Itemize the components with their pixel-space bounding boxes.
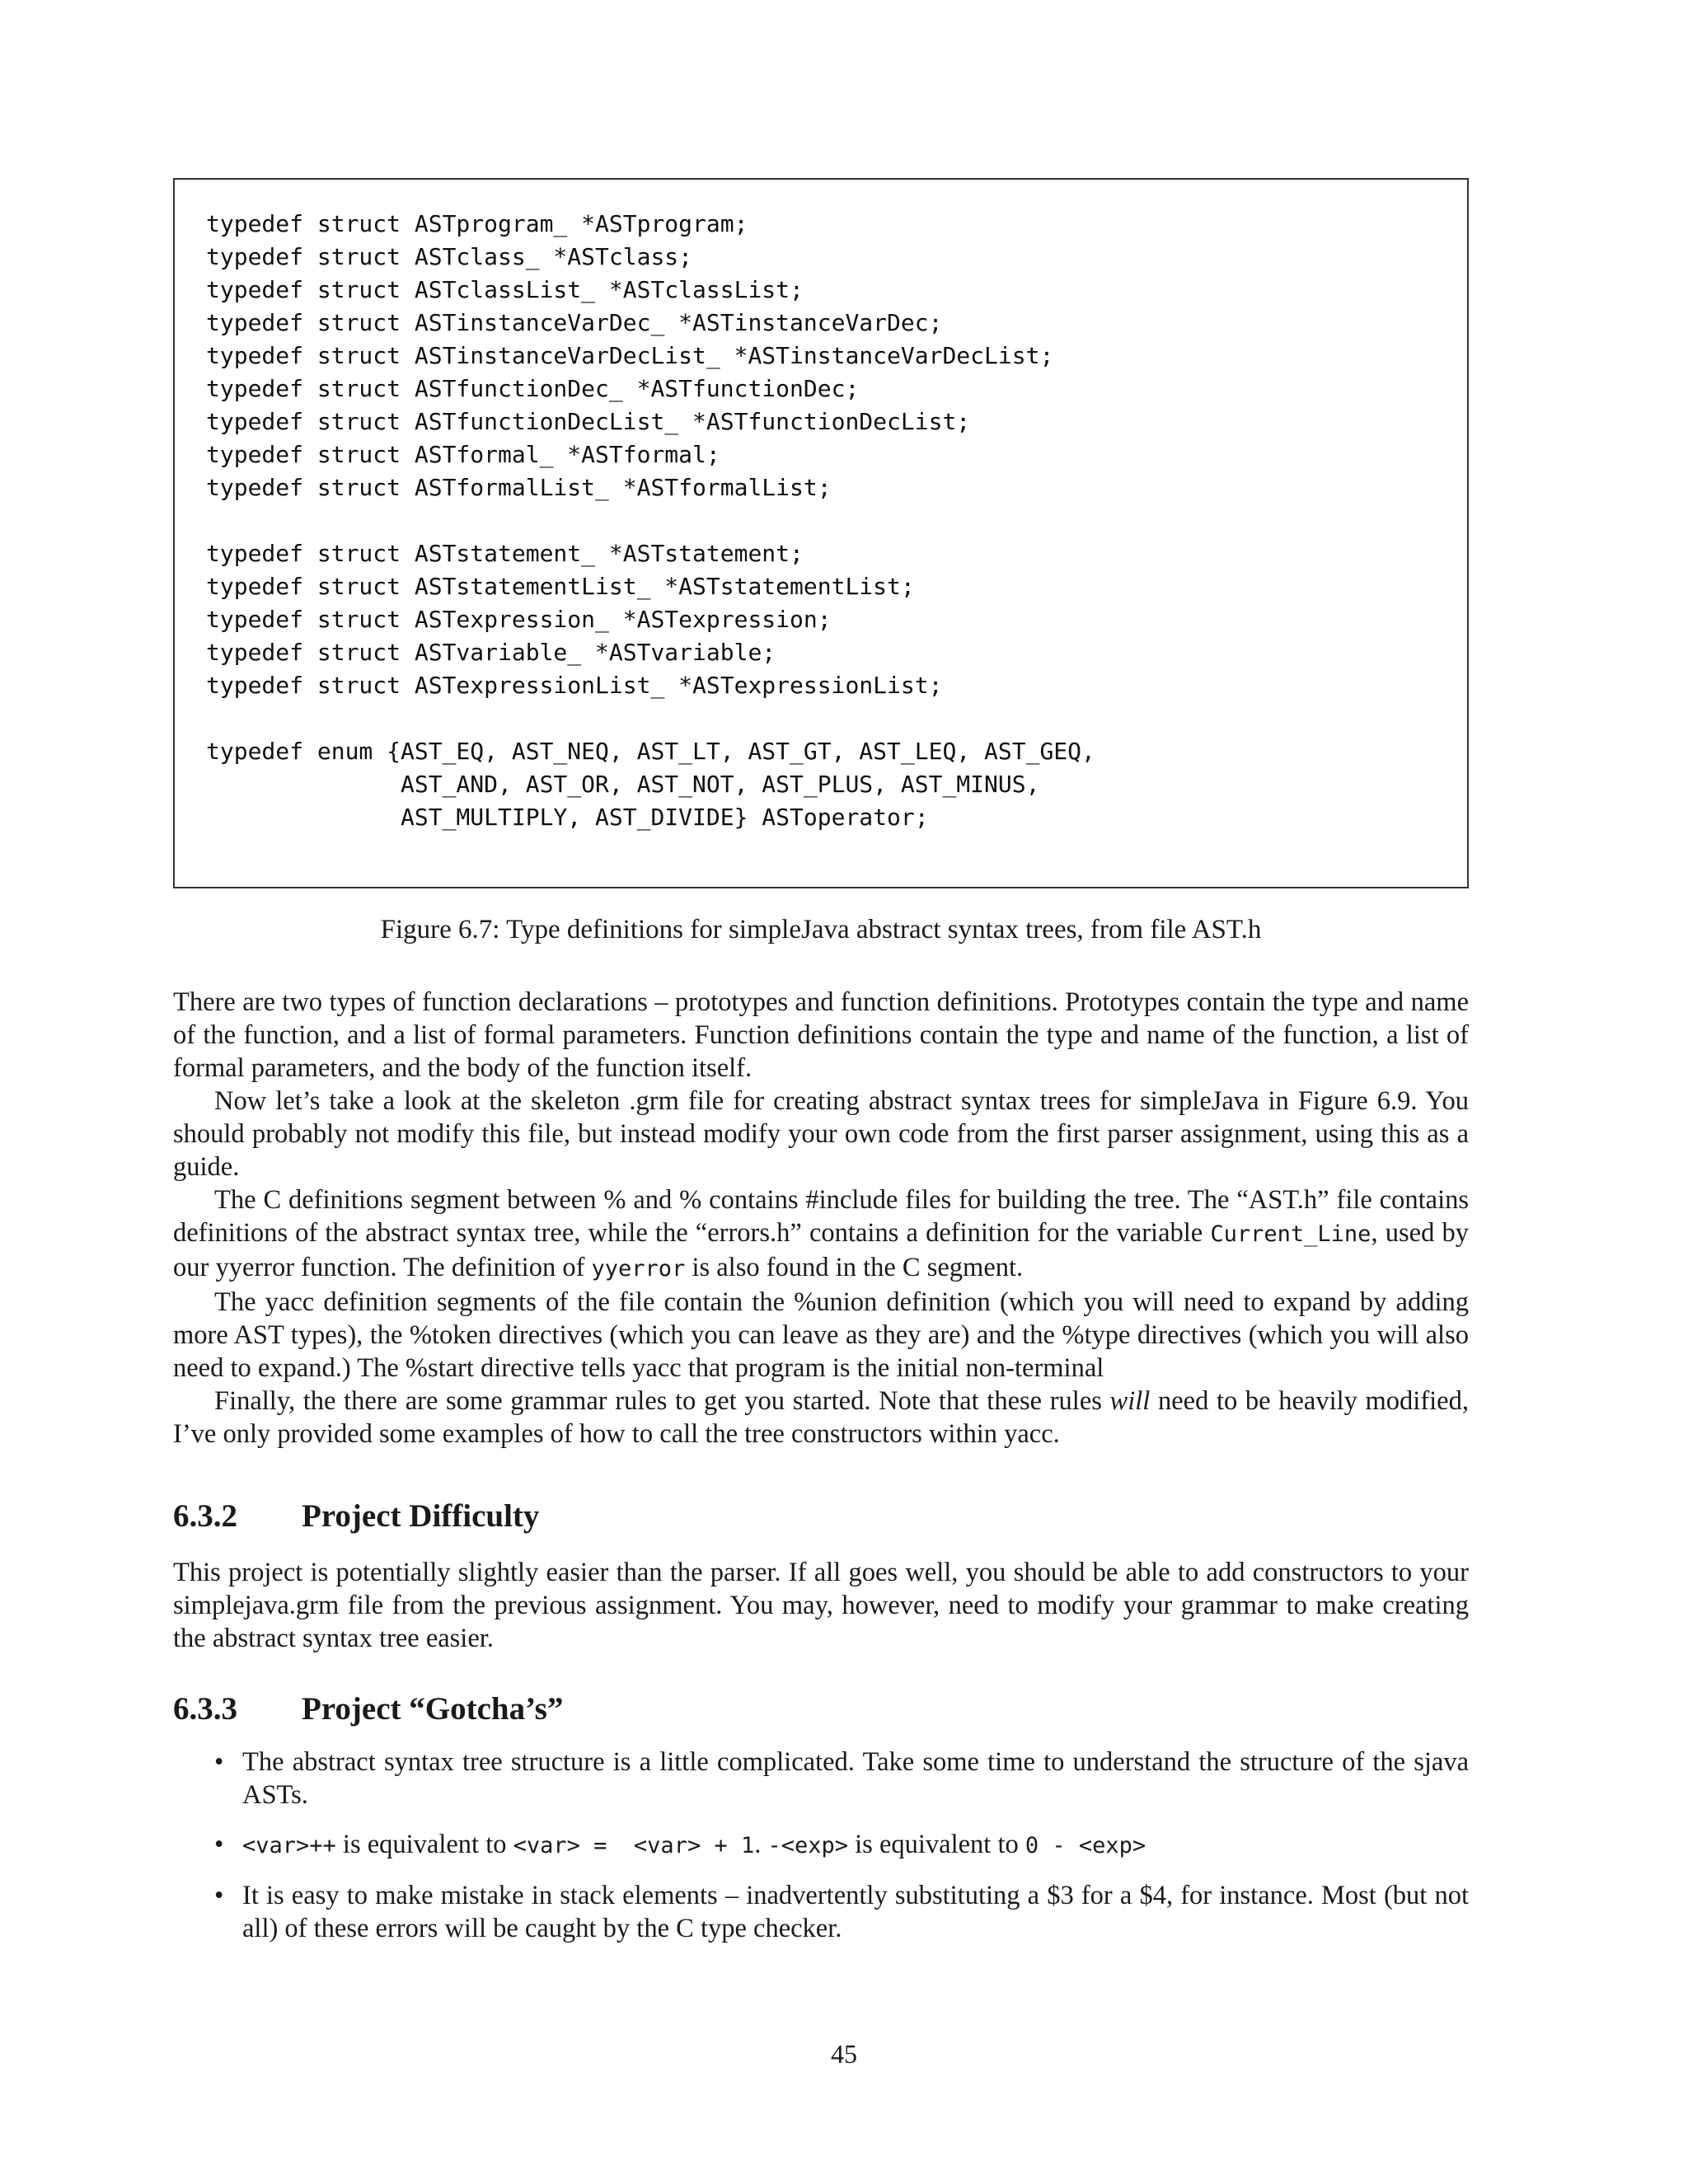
paragraph-yacc-definitions: The yacc definition segments of the file contain the %union definition (which you will need to expand by adding more AST types), the %token directives (which you can leave as they are) and the %type directives (which you will also need to expand.) The %start directive tells yacc that program is the initial non-terminal bbox=[173, 1287, 1469, 1383]
emphasis-will: will bbox=[1109, 1386, 1151, 1416]
code-line: typedef struct ASTexpressionList_ *ASTexpressionList; bbox=[206, 672, 943, 699]
section-number: 6.3.3 bbox=[173, 1691, 237, 1727]
code-line: typedef struct ASTstatement_ *ASTstatement; bbox=[206, 540, 804, 567]
body-paragraphs bbox=[173, 986, 1469, 1451]
section-heading-project-gotchas bbox=[173, 1690, 563, 1729]
inline-code-current-line: Current_Line bbox=[1210, 1221, 1372, 1247]
code-line: typedef struct ASTstatementList_ *ASTstatementList; bbox=[206, 573, 915, 600]
code-line: typedef struct ASTfunctionDec_ *ASTfunctionDec; bbox=[206, 375, 860, 402]
code-line: typedef struct ASTformalList_ *ASTformalList; bbox=[206, 474, 832, 501]
figure-caption: Figure 6.7: Type definitions for simpleJava abstract syntax trees, from file AST.h bbox=[380, 915, 1262, 944]
code-listing bbox=[206, 208, 1095, 834]
paragraph-skeleton-grm: Now let’s take a look at the skeleton .grm file for creating abstract syntax trees for simpleJava in Figure 6.9. You should probably not modify this file, but instead modify your own code from the first parser assignment, using this as a guide. bbox=[173, 1086, 1469, 1182]
code-line: typedef enum {AST_EQ, AST_NEQ, AST_LT, AST_GT, AST_LEQ, AST_GEQ, bbox=[206, 738, 1095, 765]
code-line: typedef struct ASTclass_ *ASTclass; bbox=[206, 243, 693, 270]
code-line: typedef struct ASTinstanceVarDec_ *ASTinstanceVarDec; bbox=[206, 309, 943, 336]
code-line: typedef struct ASTvariable_ *ASTvariable; bbox=[206, 639, 776, 666]
code-line: AST_AND, AST_OR, AST_NOT, AST_PLUS, AST_MINUS, bbox=[206, 771, 1040, 798]
section-heading-project-difficulty bbox=[173, 1497, 539, 1536]
paragraph-function-declarations: There are two types of function declarations – prototypes and function definitions. Prototypes contain the type and name of the function, and a list of formal parameters. Function definitions contain the type and name of the function, a list of formal parameters, and the body of the function itself. bbox=[173, 987, 1469, 1083]
paragraph-grammar-rules: Finally, the there are some grammar rules to get you started. Note that these rules will need to be heavily modified, I’ve only provided some examples of how to call the tree constructors within yacc. bbox=[173, 1386, 1469, 1449]
bullet-icon: • bbox=[214, 1881, 224, 1910]
section-number: 6.3.2 bbox=[173, 1498, 237, 1534]
code-line: AST_MULTIPLY, AST_DIVIDE} ASToperator; bbox=[206, 804, 929, 831]
list-item: • The abstract syntax tree structure is a little complicated. Take some time to understand the structure of the sjava ASTs. bbox=[214, 1747, 1469, 1810]
code-line: typedef struct ASTprogram_ *ASTprogram; bbox=[206, 210, 748, 237]
gotchas-list bbox=[173, 1746, 1469, 1945]
inline-code-yyerror: yyerror bbox=[591, 1256, 686, 1282]
code-line: typedef struct ASTformal_ *ASTformal; bbox=[206, 441, 720, 468]
bullet-icon: • bbox=[214, 1747, 224, 1777]
bullet-icon: • bbox=[214, 1830, 224, 1859]
code-line: typedef struct ASTclassList_ *ASTclassList; bbox=[206, 276, 804, 303]
code-figure-box bbox=[173, 178, 1469, 888]
paragraph-c-definitions: The C definitions segment between % and % contains #include files for building the tree. The “AST.h” file contains definitions of the abstract syntax tree, while the “errors.h” contains a definition for the variable Current_Line, used by our yyerror function. The definition of yyerror is also found in the C segment. bbox=[173, 1185, 1469, 1282]
code-line: typedef struct ASTinstanceVarDecList_ *ASTinstanceVarDecList; bbox=[206, 342, 1054, 369]
code-line: typedef struct ASTexpression_ *ASTexpression; bbox=[206, 606, 832, 633]
code-line: typedef struct ASTfunctionDecList_ *ASTfunctionDecList; bbox=[206, 408, 971, 435]
section-title: Project “Gotcha’s” bbox=[302, 1691, 564, 1727]
list-item: • <var>++ is equivalent to <var> = <var> + 1. -<exp> is equivalent to 0 - <exp> bbox=[214, 1830, 1146, 1859]
section-title: Project Difficulty bbox=[302, 1498, 540, 1534]
difficulty-body bbox=[173, 1556, 1469, 1655]
list-item: • It is easy to make mistake in stack elements – inadvertently substituting a $3 for a $4, for instance. Most (but not all) of these errors will be caught by the C type checker. bbox=[214, 1881, 1469, 1943]
paragraph-difficulty: This project is potentially slightly easier than the parser. If all goes well, you should be able to add constructors to your simplejava.grm file from the previous assignment. You may, however, need to modify your grammar to make creating the abstract syntax tree easier. bbox=[173, 1558, 1469, 1653]
page-number: 45 bbox=[831, 2039, 857, 2069]
